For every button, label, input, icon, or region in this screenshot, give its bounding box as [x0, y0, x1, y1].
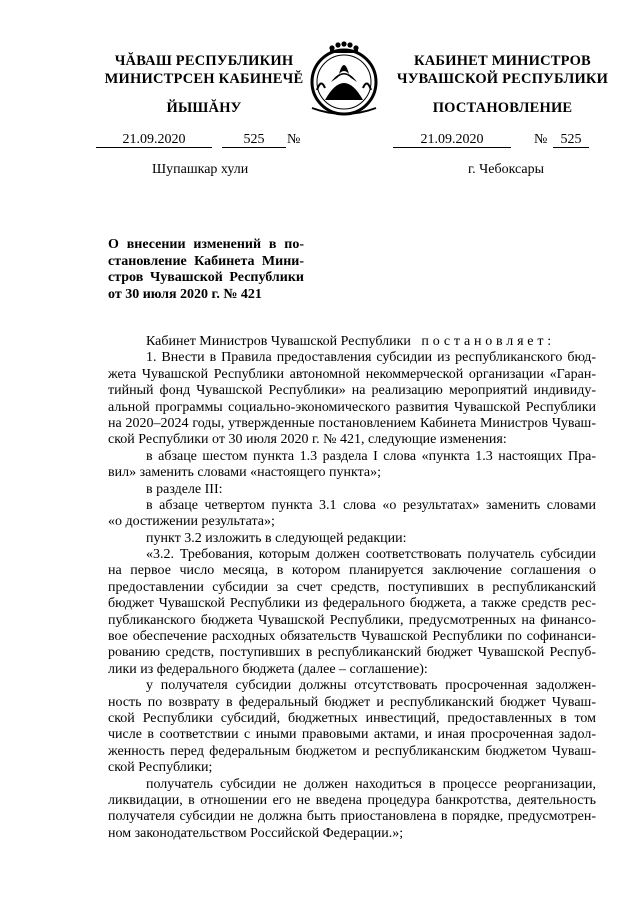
body-line: ской Республики субсидий, бюджетных инвестиций, предоставленных в том	[108, 710, 596, 726]
body-line: тийный фонд Чувашской Республики» на реализацию мероприятий индивиду-	[108, 383, 596, 399]
body-line: публиканского бюджета Чувашской Республики, предусмотренных на финансо-	[108, 612, 596, 628]
number-right: 525	[553, 132, 589, 148]
document-subject	[108, 237, 304, 303]
place-left: Шупашкар хули	[152, 162, 249, 177]
body-line: «о достижении результата»;	[108, 514, 275, 530]
body-line: получателя субсидии не должна быть приостановлена в порядке, предусмотрен-	[108, 809, 596, 825]
body-line: ном законодательством Российской Федерации.»;	[108, 825, 404, 841]
body-line: в абзаце четвертом пункта 3.1 слова «о результатах» заменить словами	[146, 497, 596, 513]
header-right-line2: ЧУВАШСКОЙ РЕСПУБЛИКИ	[396, 71, 609, 87]
body-line: в разделе III:	[146, 481, 223, 497]
subject-line: О внесении изменений в по-	[108, 237, 304, 252]
body-line: 1. Внести в Правила предоставления субсидии из республиканского бюд-	[146, 350, 596, 366]
place-right: г. Чебоксары	[468, 162, 545, 177]
body-line: получатель субсидии не должен находиться в процессе реорганизации,	[146, 776, 596, 792]
intro-prefix: Кабинет Министров Чувашской Республики	[146, 334, 411, 349]
body-line: ской Республики;	[108, 760, 213, 776]
header-right-doctype: ПОСТАНОВЛЕНИЕ	[432, 100, 573, 116]
body-line: «3.2. Требования, которым должен соответствовать получатель субсидии	[146, 547, 596, 563]
body-line: ской Республики от 30 июля 2020 г. № 421, следующие изменения:	[108, 432, 507, 448]
number-sign-right: №	[534, 132, 548, 147]
header-left-organization	[95, 52, 313, 88]
chuvash-emblem-icon	[303, 38, 385, 120]
date-number-right	[393, 132, 593, 148]
header-right-line1: КАБИНЕТ МИНИСТРОВ	[414, 53, 591, 69]
header-left-doctype: ЙЫШĂНУ	[166, 100, 242, 116]
header-left-line1: ЧĂВАШ РЕСПУБЛИКИН	[114, 53, 294, 69]
body-line: вое обеспечение расходных обязательств Чувашской Республики по софинанси-	[108, 629, 596, 645]
body-line: на первое число месяца, в котором планируется заключение соглашения о	[108, 563, 596, 579]
body-paragraphs	[108, 350, 596, 842]
body-line: вил» заменить словами «настоящего пункта»;	[108, 465, 381, 481]
body-line: на 2020–2024 годы, утвержденные постановлением Кабинета Министров Чуваш-	[108, 415, 596, 431]
header-left-line2: МИНИСТРСЕН КАБИНЕЧĔ	[104, 71, 304, 87]
date-left: 21.09.2020	[96, 132, 212, 148]
header-right-organization	[385, 52, 620, 88]
subject-line: от 30 июля 2020 г. № 421	[108, 286, 262, 302]
body-line: бюджет Чувашской Республики из федерального бюджета, а также средств рес-	[108, 596, 596, 612]
subject-line: становление Кабинета Мини-	[108, 253, 304, 269]
body-line: у получателя субсидии должны отсутствовать просроченная задолжен-	[146, 678, 596, 694]
body-line: ность по возврату в федеральный бюджет и республиканский бюджет Чуваш-	[108, 694, 596, 710]
intro-verb: постановляет:	[421, 334, 555, 349]
subject-line: стров Чувашской Республики	[108, 270, 304, 286]
body-intro	[108, 334, 596, 350]
body-line: жета Чувашской Республики автономной некоммерческой организации «Гаран-	[108, 366, 596, 382]
body-line: числе в соответствии с иными правовыми актами, и иная просроченная задол-	[108, 727, 596, 743]
body-line: альной программы социально-экономического развития Чувашской Республики	[108, 399, 596, 415]
date-right: 21.09.2020	[393, 132, 511, 148]
body-line: лики из федерального бюджета (далее – соглашение):	[108, 661, 428, 677]
number-sign-left: №	[287, 132, 301, 147]
body-line: женность перед федеральным бюджетом и республиканским бюджетом Чуваш-	[108, 743, 596, 759]
body-line: ликвидации, в отношении его не введена процедура банкротства, деятельность	[108, 792, 596, 808]
body-line: пункт 3.2 изложить в следующей редакции:	[146, 530, 407, 546]
document-body	[108, 334, 596, 842]
body-line: рованию средств, поступивших в республиканский бюджет Чувашской Респуб-	[108, 645, 596, 661]
number-left: 525	[222, 132, 286, 148]
body-line: в абзаце шестом пункта 1.3 раздела I слова «пункта 1.3 настоящих Пра-	[146, 448, 596, 464]
body-line: предоставлении субсидии за счет средств, поступивших в республиканский	[108, 579, 596, 595]
date-number-left	[96, 132, 306, 148]
